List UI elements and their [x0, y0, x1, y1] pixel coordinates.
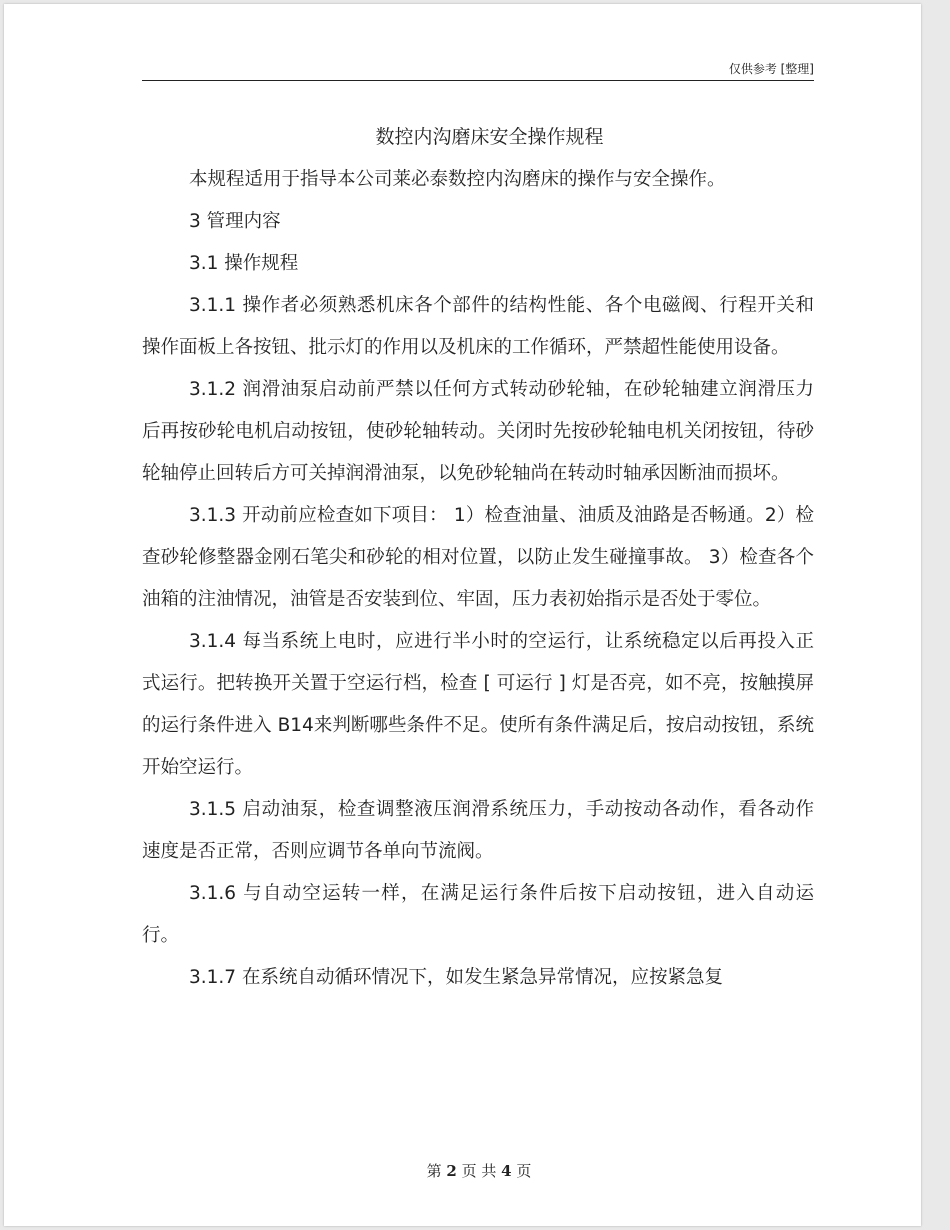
header-note: 仅供参考 [整理]: [728, 62, 814, 76]
footer-current-page: 2: [446, 1162, 457, 1180]
header-divider: [142, 80, 814, 81]
footer-suffix: 页: [516, 1162, 532, 1180]
paragraph-intro: 本规程适用于指导本公司莱必泰数控内沟磨床的操作与安全操作。: [189, 169, 726, 190]
paragraph-3-1-3: 3.1.3 开动前应检查如下项目： 1）检查油量、油质及油路是否畅通。2）检查砂轮修整器金刚石笔尖和砂轮的相对位置，以防止发生碰撞事故。 3）检查各个油箱的注油情况，油管是否安装到位、牢固，压力表初始指示是否处于零位。: [142, 505, 814, 610]
document-page: [4, 4, 921, 1226]
section-heading-3-1: 3.1 操作规程: [189, 253, 299, 274]
paragraph-3-1-6: 3.1.6 与自动空运转一样，在满足运行条件后按下启动按钮，进入自动运行。: [142, 883, 814, 946]
paragraph-3-1-7: 3.1.7 在系统自动循环情况下，如发生紧急异常情况，应按紧急复: [189, 967, 723, 988]
paragraph-3-1-4: 3.1.4 每当系统上电时，应进行半小时的空运行，让系统稳定以后再投入正式运行。把转换开关置于空运行档，检查 [ 可运行 ] 灯是否亮，如不亮，按触摸屏的运行条件进入 B14来判断哪些条件不足。使所有条件满足后，按启动按钮，系统开始空运行。: [142, 631, 814, 778]
paragraph-3-1-2: 3.1.2 润滑油泵启动前严禁以任何方式转动砂轮轴，在砂轮轴建立润滑压力后再按砂轮电机启动按钮，使砂轮轴转动。关闭时先按砂轮轴电机关闭按钮，待砂轮轴停止回转后方可关掉润滑油泵，以免砂轮轴尚在转动时轴承因断油而损坏。: [142, 379, 814, 484]
footer-middle: 页 共: [461, 1162, 497, 1180]
footer-total-pages: 4: [501, 1162, 512, 1180]
paragraph-3-1-1: 3.1.1 操作者必须熟悉机床各个部件的结构性能、各个电磁阀、行程开关和操作面板上各按钮、批示灯的作用以及机床的工作循环，严禁超性能使用设备。: [142, 295, 814, 358]
document-body: [142, 159, 814, 999]
paragraph-3-1-5: 3.1.5 启动油泵，检查调整液压润滑系统压力，手动按动各动作，看各动作速度是否正常，否则应调节各单向节流阀。: [142, 799, 814, 862]
footer-prefix: 第: [426, 1162, 442, 1180]
document-title: 数控内沟磨床安全操作规程: [375, 126, 604, 148]
section-heading-3: 3 管理内容: [189, 211, 281, 232]
page-footer: [4, 1160, 950, 1181]
